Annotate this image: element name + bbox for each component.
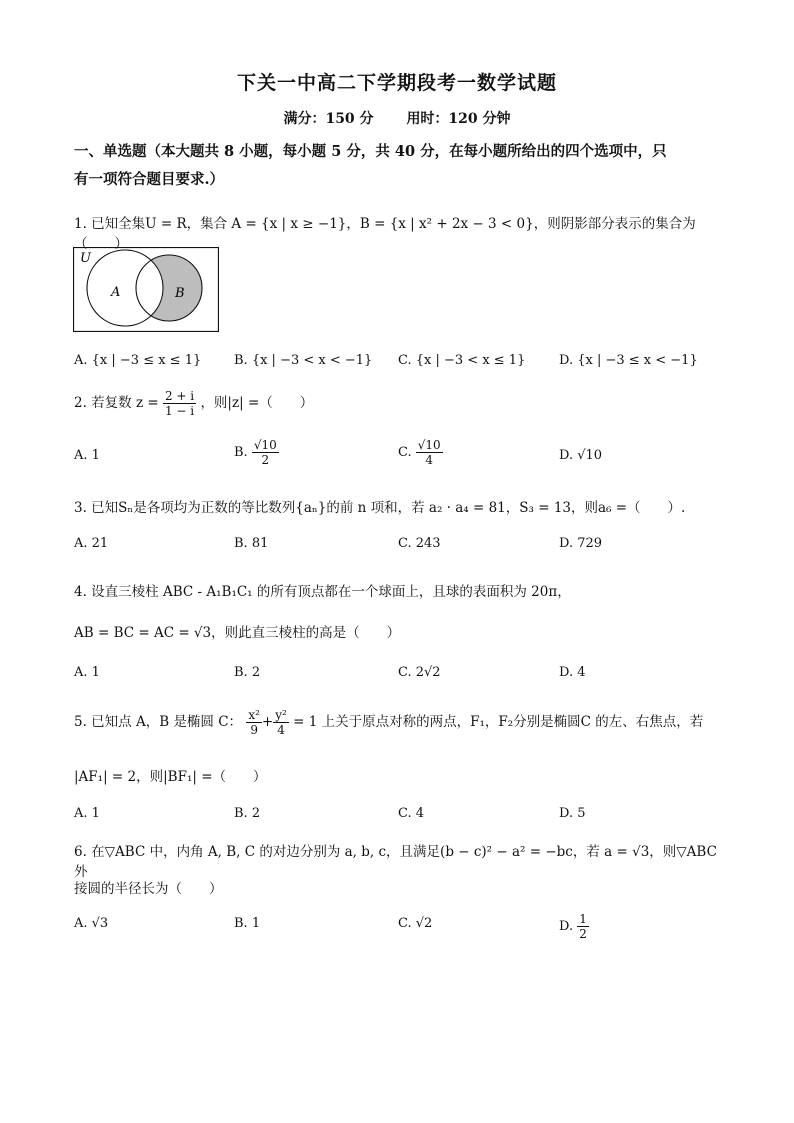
venn-label-u: U	[80, 251, 91, 266]
question-2-fraction	[163, 389, 196, 418]
option-b: B. 1	[234, 916, 261, 931]
fraction-numerator: √10	[253, 438, 277, 452]
exam-meta	[0, 108, 794, 128]
exam-time: 用时：120 分钟	[406, 111, 511, 127]
question-1-options	[74, 353, 734, 375]
question-3-stem: 3. 已知Sₙ是各项均为正数的等比数列{aₙ}的前 n 项和，若 a₂ · a₄ = 81，S₃ = 13，则a₆ =（ ）.	[74, 500, 686, 516]
question-5-stem-line1: 5. 已知点 A，B 是椭圆 C： $\frac{\text{x²}}{9}$ + $\frac{\text{y²}}{4}$ = 1 上关于原点对称的两点，F₁，F₂分别是椭圆C 的左、右焦点，若	[74, 708, 704, 737]
option-d: D. {x | −3 ≤ x < −1}	[559, 353, 698, 368]
option-a: A. 1	[74, 806, 100, 821]
question-6-stem-line1: 6. 在▽ABC 中，内角 A, B, C 的对边分别为 a, b, c，且满足(b − c)² − a² = −bc，若 a = √3，则▽ABC 外	[74, 844, 717, 880]
fraction-numerator: x²	[248, 708, 260, 722]
fraction-numerator: √10	[417, 438, 441, 452]
option-b: B. {x | −3 < x < −1}	[234, 353, 373, 368]
option-b-fraction	[252, 438, 279, 467]
option-c: C. 243	[398, 536, 441, 551]
option-d-value: √10	[577, 448, 603, 463]
option-d: D. 5	[559, 806, 586, 821]
option-a: A. 1	[74, 448, 100, 463]
option-d-fraction	[577, 912, 589, 941]
option-c: C. {x | −3 < x ≤ 1}	[398, 353, 526, 368]
question-2-prefix: 2. 若复数 z =	[74, 395, 159, 411]
question-4-stem-line1: 4. 设直三棱柱 ABC - A₁B₁C₁ 的所有顶点都在一个球面上，且球的表面积为 20π，	[74, 584, 571, 600]
option-d	[559, 912, 589, 941]
option-d-label: D.	[559, 919, 574, 934]
section-heading	[74, 138, 724, 194]
fraction-numerator: y²	[275, 708, 287, 722]
section-heading-line2: 有一项符合题目要求.）	[74, 171, 225, 188]
option-d: D. 729	[559, 536, 603, 551]
question-4-options	[74, 665, 734, 687]
option-a: A. 1	[74, 665, 100, 680]
question-3-options	[74, 536, 734, 558]
fraction-denominator: 2	[579, 927, 587, 941]
fraction-denominator: 4	[277, 723, 285, 737]
question-2-options	[74, 438, 734, 478]
option-c: C. 4	[398, 806, 425, 821]
question-2-stem	[74, 389, 734, 418]
option-d: D. 4	[559, 665, 586, 680]
question-6-stem-line2: 接圆的半径长为（ ）	[74, 881, 223, 897]
question-5-options	[74, 806, 734, 828]
option-b: B. 2	[234, 665, 261, 680]
option-d	[559, 448, 602, 463]
section-heading-line1: 一、单选题（本大题共 8 小题，每小题 5 分，共 40 分，在每小题所给出的四个选项中，只	[74, 143, 667, 160]
option-c-label: C.	[398, 445, 412, 460]
option-b-label: B.	[234, 445, 248, 460]
question-5-prefix: 5. 已知点 A，B 是椭圆 C：	[74, 714, 243, 730]
exam-title: 下关一中高二下学期段考一数学试题	[236, 72, 557, 94]
fraction-denominator: 2	[261, 453, 270, 467]
option-c-fraction	[416, 438, 443, 467]
option-a: A. 21	[74, 536, 109, 551]
option-d-label: D.	[559, 448, 574, 463]
full-score: 满分：150 分	[283, 111, 374, 127]
fraction-denominator: 1 − i	[164, 404, 195, 418]
fraction-denominator: 4	[425, 453, 434, 467]
option-b	[234, 438, 279, 467]
question-4-stem-line2: AB = BC = AC = √3，则此直三棱柱的高是（ ）	[74, 625, 401, 641]
option-b: B. 2	[234, 806, 261, 821]
option-a: A. {x | −3 ≤ x ≤ 1}	[74, 353, 202, 368]
option-c: C. √2	[398, 916, 433, 931]
question-5-suffix: = 1 上关于原点对称的两点，F₁，F₂分别是椭圆C 的左、右焦点，若	[293, 714, 704, 730]
venn-diagram	[73, 247, 219, 332]
option-b: B. 81	[234, 536, 269, 551]
question-1-stem: 1. 已知全集U = R，集合 A = {x | x ≥ −1}，B = {x | x² + 2x − 3 < 0}，则阴影部分表示的集合为（ ）	[74, 216, 696, 252]
question-5-fraction-y	[273, 708, 289, 737]
question-5-stem-line2: |AF₁| = 2，则|BF₁| =（ ）	[74, 769, 267, 785]
fraction-numerator: 1	[579, 912, 587, 926]
question-6-options	[74, 912, 734, 942]
venn-label-a: A	[111, 285, 121, 300]
fraction-denominator: 9	[250, 723, 258, 737]
fraction-numerator: 2 + i	[164, 389, 195, 403]
venn-label-b: B	[175, 286, 185, 301]
question-2-suffix: ，则|z| =（ ）	[200, 395, 314, 411]
option-c	[398, 438, 443, 467]
option-c: C. 2√2	[398, 665, 441, 680]
question-5-fraction-x	[246, 708, 262, 737]
option-a: A. √3	[74, 916, 109, 931]
